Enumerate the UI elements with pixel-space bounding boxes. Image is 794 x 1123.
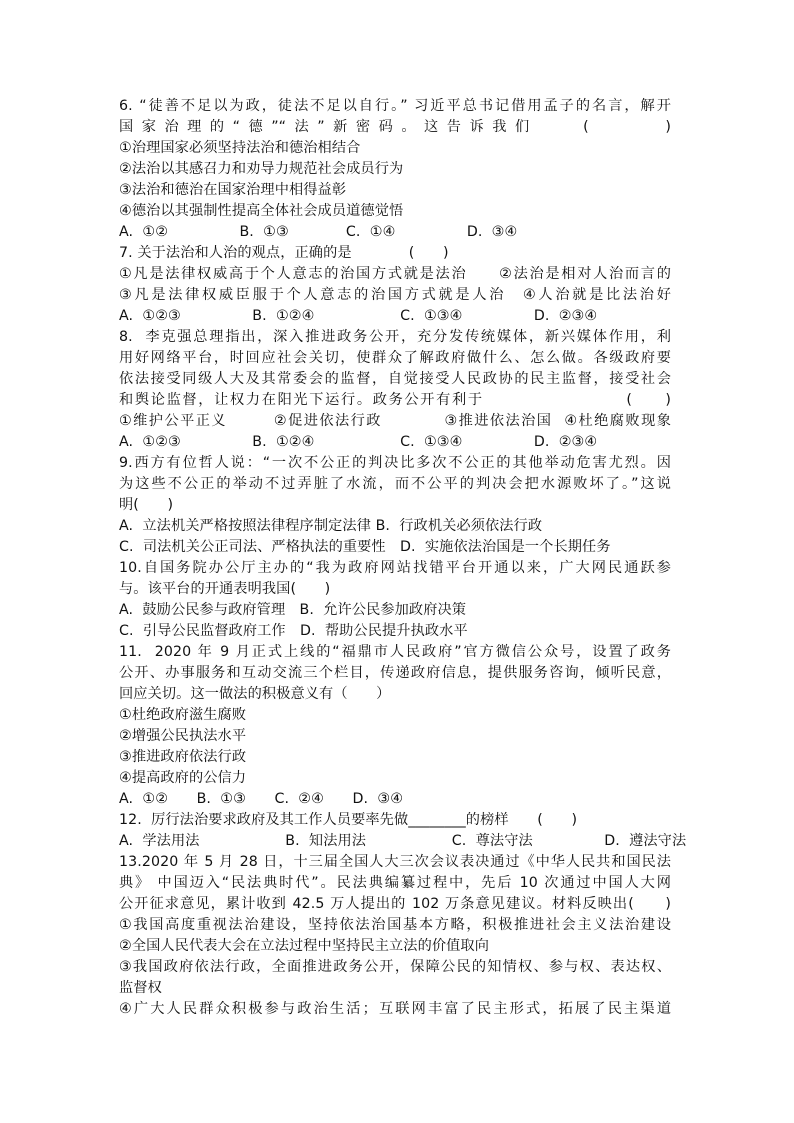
q6-statement-1: ①治理国家必须坚持法治和德治相结合 (119, 140, 361, 156)
q11-statement-1: ①杜绝政府滋生腐败 (119, 707, 247, 723)
q8-stem-line-1: 8. 李克强总理指出，深入推进政务公开，充分发传统媒体，新兴媒体作用，利 (119, 329, 671, 345)
q13-statement-3-line-2: 监督权 (119, 980, 162, 996)
q13-statement-1: ①我国高度重视法治建设，坚持依法治国基本方略，积极推进社会主义法治建设 (119, 917, 671, 933)
q11-stem-line-3: 回应关切。这一做法的积极意义有（ ） (119, 686, 391, 702)
q6-statement-2: ②法治以其感召力和劝导力规范社会成员行为 (119, 161, 404, 177)
q11-statement-4: ④提高政府的公信力 (119, 770, 247, 786)
q13-stem-line-1: 13.2020 年 5 月 28 日，十三届全国人大三次会议表决通过《中华人民共和国民法 (119, 854, 671, 870)
q9-stem-line-1: 9.西方有位哲人说：“一次不公正的判决比多次不公正的其他举动危害尤烈。因 (119, 455, 671, 471)
q10-stem-line-2: 与。该平台的开通表明我国( ) (119, 581, 331, 597)
q13-stem-line-2: 典》 中国迈入“民法典时代”。民法典编纂过程中，先后 10 次通过中国人大网 (119, 875, 671, 891)
q12-options: A. 学法用法 B. 知法用法 C. 尊法守法 D. 遵法守法 (119, 833, 687, 849)
q10-options-ab: A. 鼓励公民参与政府管理 B. 允许公民参加政府决策 (119, 602, 467, 618)
q9-stem-line-3: 明( ) (119, 497, 174, 513)
q11-stem-line-2: 公开、办事服务和互动交流三个栏目，传递政府信息，提供服务咨询，倾听民意， (119, 665, 671, 681)
q13-statement-2: ②全国人民代表大会在立法过程中坚持民主立法的价值取向 (119, 938, 490, 954)
q6-stem-line-1: 6. “徒善不足以为政，徒法不足以自行。” 习近平总书记借用孟子的名言，解开 (119, 98, 671, 114)
q8-stem-line-3: 依法接受同级人大及其常委会的监督，自觉接受人民政协的民主监督，接受社会 (119, 371, 671, 387)
q7-statement-line-1: ①凡是法律权威高于个人意志的治国方式就是法治 ②法治是相对人治而言的 (119, 266, 671, 282)
q6-stem-line-2: 国家治理的“德”“法”新密码。这告诉我们 ( ) (119, 119, 671, 135)
q9-options-ab: A. 立法机关严格按照法律程序制定法律 B. 行政机关必须依法行政 (119, 518, 543, 534)
q10-options-cd: C. 引导公民监督政府工作 D. 帮助公民提升执政水平 (119, 623, 468, 639)
q11-statement-3: ③推进政府依法行政 (119, 749, 247, 765)
q11-statement-2: ②增强公民执法水平 (119, 728, 247, 744)
q10-stem-line-1: 10.自国务院办公厅主办的“我为政府网站找错平台开通以来，广大网民通跃参 (119, 560, 671, 576)
q11-stem-line-1: 11. 2020 年 9 月正式上线的“福鼎市人民政府”官方微信公众号，设置了政务 (119, 644, 671, 660)
q8-stem-line-4: 和舆论监督，让权力在阳光下运行。政务公开有利于 ( ) (119, 392, 671, 408)
q6-options: A. ①② B. ①③ C. ①④ D. ③④ (119, 224, 518, 240)
q9-options-cd: C. 司法机关公正司法、严格执法的重要性 D. 实施依法治国是一个长期任务 (119, 539, 611, 555)
q6-statement-3: ③法治和德治在国家治理中相得益彰 (119, 182, 347, 198)
q7-stem: 7. 关于法治和人治的观点，正确的是 ( ) (119, 245, 449, 261)
q13-statement-4: ④广大人民群众积极参与政治生活；互联网丰富了民主形式，拓展了民主渠道 (119, 1001, 671, 1017)
q8-stem-line-2: 用好网络平台，时回应社会关切，使群众了解政府做什么、怎么做。各级政府要 (119, 350, 671, 366)
q11-options: A. ①② B. ①③ C. ②④ D. ③④ (119, 791, 404, 807)
q8-options: A. ①②③ B. ①②④ C. ①③④ D. ②③④ (119, 434, 598, 450)
q13-stem-line-3: 公开征求意见，累计收到 42.5 万人提出的 102 万条意见建议。材料反映出( ) (119, 896, 671, 912)
q7-statement-line-2: ③凡是法律权威臣服于个人意志的治国方式就是人治 ④人治就是比法治好 (119, 287, 671, 303)
q6-statement-4: ④德治以其强制性提高全体社会成员道德觉悟 (119, 203, 404, 219)
q9-stem-line-2: 为这些不公正的举动不过弄脏了水流，而不公平的判决会把水源败坏了。”这说 (119, 476, 671, 492)
q8-statements: ①维护公平正义 ②促进依法行政 ③推进依法治国 ④杜绝腐败现象 (119, 413, 671, 429)
q7-options: A. ①②③ B. ①②④ C. ①③④ D. ②③④ (119, 308, 598, 324)
q13-statement-3-line-1: ③我国政府依法行政，全面推进政务公开，保障公民的知情权、参与权、表达权、 (119, 959, 671, 975)
q12-stem: 12. 厉行法治要求政府及其工作人员要率先做________的榜样 ( ) (119, 812, 578, 828)
